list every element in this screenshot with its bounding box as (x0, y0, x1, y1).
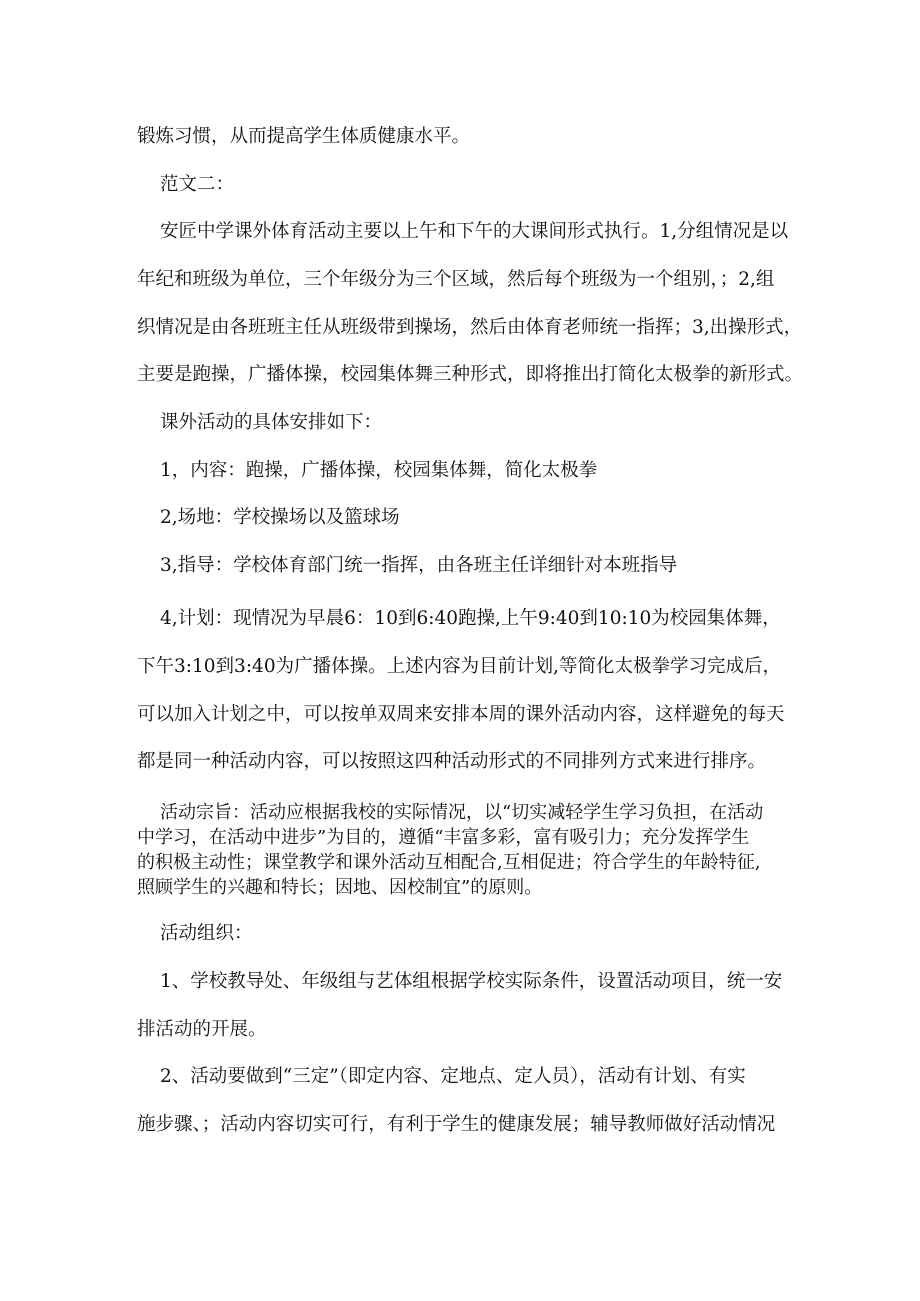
list-item: 3,指导：学校体育部门统一指挥，由各班主任详细针对本班指导 (160, 555, 678, 576)
text-line: 安匠中学课外体育活动主要以上午和下午的大课间形式执行。1,分组情况是以 (160, 221, 789, 242)
text-line: 织情况是由各班班主任从班级带到操场，然后由体育老师统一指挥；3,出操形式， (137, 317, 803, 338)
text-line: 主要是跑操，广播体操，校园集体舞三种形式，即将推出打简化太极拳的新形式。 (137, 364, 804, 385)
list-item: 1、学校教导处、年级组与艺体组根据学校实际条件，设置活动项目，统一安 (160, 971, 783, 992)
list-item: 2,场地：学校操场以及篮球场 (160, 507, 400, 528)
text-line: 活动宗旨：活动应根据我校的实际情况，以“切实减轻学生学习负担，在活动 (160, 802, 764, 823)
text-line: 施步骤、；活动内容切实可行，有利于学生的健康发展；辅导教师做好活动情况 (137, 1114, 776, 1135)
section-heading: 活动组织： (160, 923, 253, 944)
list-item: 4,计划：现情况为早晨6：10到6:40跑操,上午9:40到10:10为校园集体舞， (160, 608, 781, 629)
list-item: 1，内容：跑操，广播体操，校园集体舞，简化太极拳 (160, 460, 598, 481)
text-line: 的积极主动性；课堂教学和课外活动互相配合,互相促进；符合学生的年龄特征, (137, 852, 761, 873)
text-line: 年纪和班级为单位，三个年级分为三个区域，然后每个班级为一个组别，；2,组 (137, 269, 775, 290)
text-line: 排活动的开展。 (137, 1019, 267, 1040)
text-line: 锻炼习惯，从而提高学生体质健康水平。 (137, 126, 471, 147)
list-item: 2、活动要做到“三定”（即定内容、定地点、定人员），活动有计划、有实 (160, 1066, 746, 1087)
text-line: 可以加入计划之中，可以按单双周来安排本周的课外活动内容，这样避免的每天 (137, 704, 785, 725)
text-line: 都是同一种活动内容，可以按照这四种活动形式的不同排列方式来进行排序。 (137, 751, 767, 772)
text-line: 中学习，在活动中进步”为目的，遵循“丰富多彩，富有吸引力；充分发挥学生 (137, 827, 750, 848)
text-line: 下午3:10到3:40为广播体操。上述内容为目前计划,等简化太极拳学习完成后， (137, 656, 781, 677)
text-line: 照顾学生的兴趣和特长；因地、因校制宜”的原则。 (137, 877, 543, 898)
text-line: 课外活动的具体安排如下： (160, 412, 383, 433)
section-heading: 范文二： (160, 174, 235, 195)
